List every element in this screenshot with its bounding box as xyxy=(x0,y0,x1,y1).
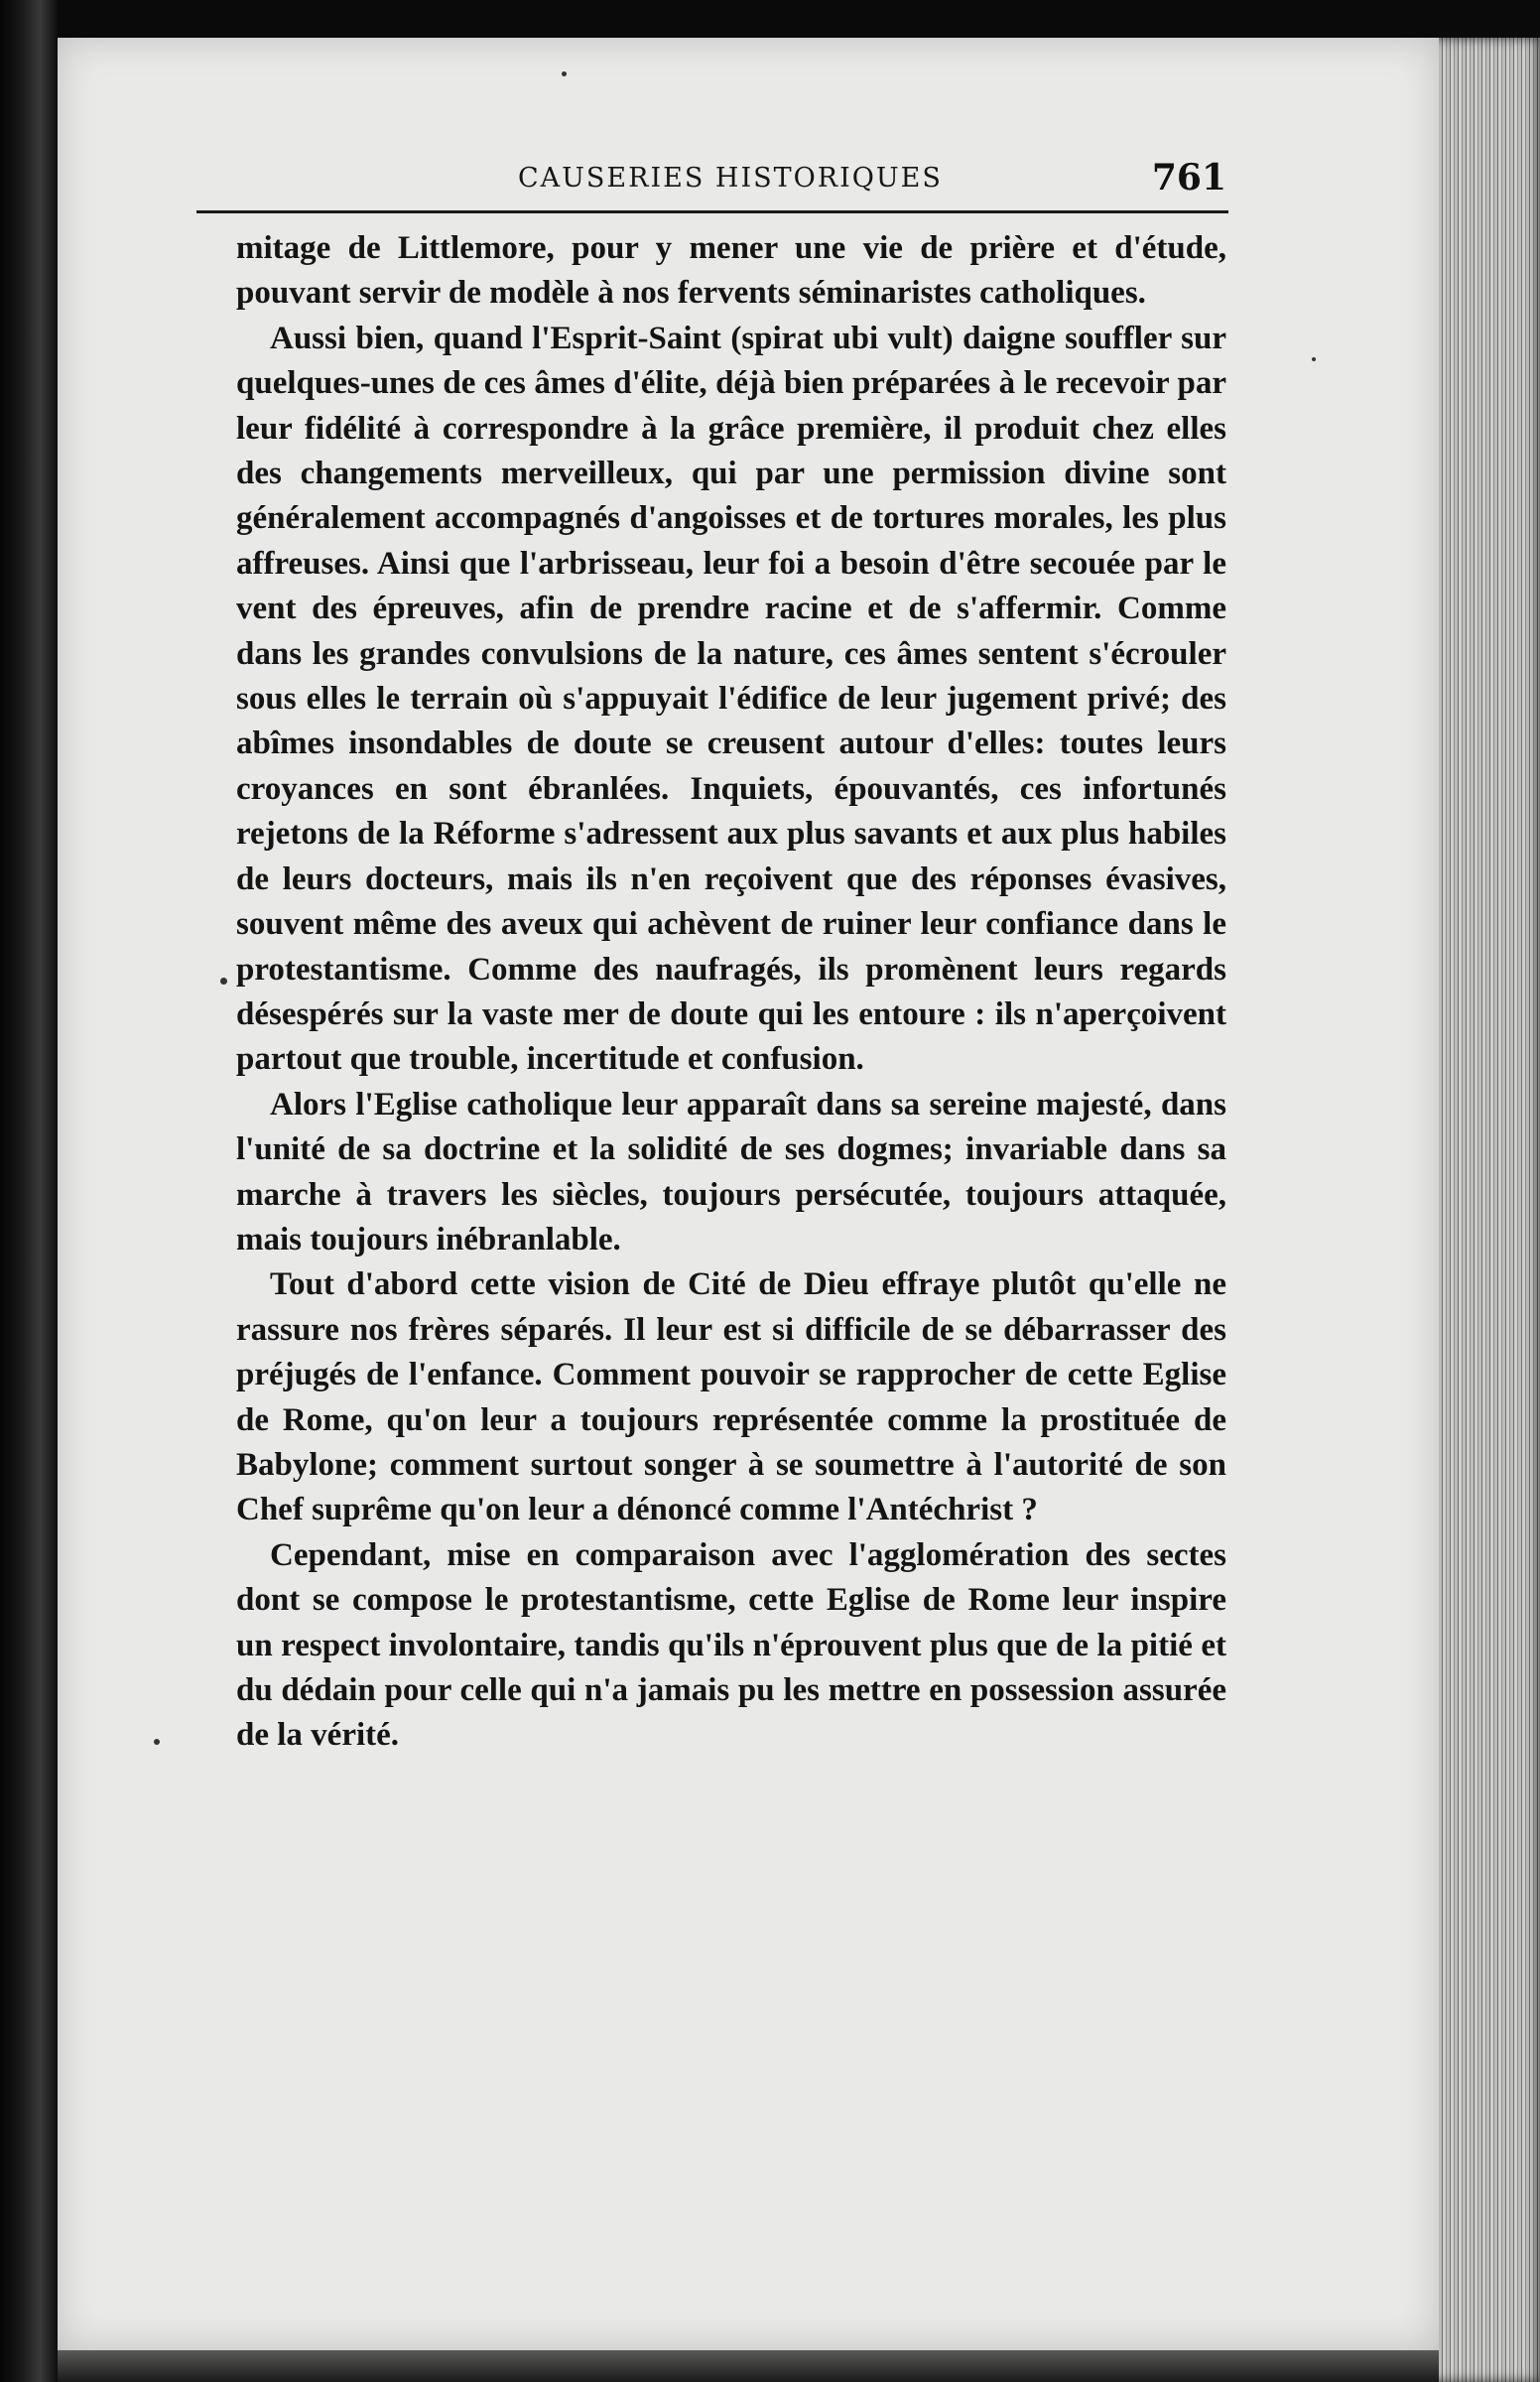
book-gutter-left xyxy=(0,0,58,2382)
print-speck xyxy=(154,1739,160,1745)
running-head xyxy=(240,159,1226,208)
running-head-title: CAUSERIES HISTORIQUES xyxy=(518,163,943,194)
book-bottom-edge xyxy=(58,2350,1439,2382)
paragraph-2: Aussi bien, quand l'Esprit-Saint (spirat ubi vult) daigne souffler sur quelques-unes de ces âmes d'élite, déjà bien préparées à le recevoir par leur fidélité à correspondre à la grâce première, il produit chez elles des changements merveilleux, qui par une permission divine sont généralement accompagnés d'angoisses et de tortures morales, les plus affreuses. Ainsi que l'arbrisseau, leur foi a besoin d'être secouée par le vent des épreuves, afin de prendre racine et de s'affermir. Comme dans les grandes convulsions de la nature, ces âmes sentent s'écrouler sous elles le terrain où s'appuyait l'édifice de leur jugement privé; des abîmes insondables de doute se creusent autour d'elles: toutes leurs croyances en sont ébranlées. Inquiets, épouvantés, ces infortunés rejetons de la Réforme s'adressent aux plus savants et aux plus habiles de leurs docteurs, mais ils n'en reçoivent que des réponses évasives, souvent même des aveux qui achèvent de ruiner leur confiance dans le protestantisme. Comme des naufragés, ils promènent leurs regards désespérés sur la vaste mer de doute qui les entoure : ils n'aperçoivent partout que trouble, incertitude et confusion. xyxy=(236,320,1226,1078)
paragraph-5: Cependant, mise en comparaison avec l'agglomération des sectes dont se compose le protestantisme, cette Eglise de Rome leur inspire un respect involontaire, tandis qu'ils n'éprouvent plus que de la pitié et du dédain pour celle qui n'a jamais pu les mettre en possession assurée de la vérité. xyxy=(236,1536,1226,1754)
page-number: 761 xyxy=(1151,157,1226,198)
print-speck xyxy=(1312,357,1316,361)
body-text xyxy=(236,226,1226,1759)
print-speck xyxy=(220,978,227,985)
print-speck xyxy=(562,71,567,76)
paragraph-1: mitage de Littlemore, pour y mener une vie de prière et d'étude, pouvant servir de modèle à nos fervents séminaristes catholiques. xyxy=(236,230,1226,312)
paragraph-4: Tout d'abord cette vision de Cité de Dieu effraye plutôt qu'elle ne rassure nos frères séparés. Il leur est si difficile de se débarrasser des préjugés de l'enfance. Comment pouvoir se rapprocher de cette Eglise de Rome, qu'on leur a toujours représentée comme la prostituée de Babylone; comment surtout songer à se soumettre à l'autorité de son Chef suprême qu'on leur a dénoncé comme l'Antéchrist ? xyxy=(236,1266,1226,1528)
paragraph-3: Alors l'Eglise catholique leur apparaît dans sa sereine majesté, dans l'unité de sa doctrine et la solidité de ses dogmes; invariable dans sa marche à travers les siècles, toujours persécutée, toujours attaquée, mais toujours inébranlable. xyxy=(236,1086,1226,1257)
header-rule xyxy=(196,210,1228,213)
